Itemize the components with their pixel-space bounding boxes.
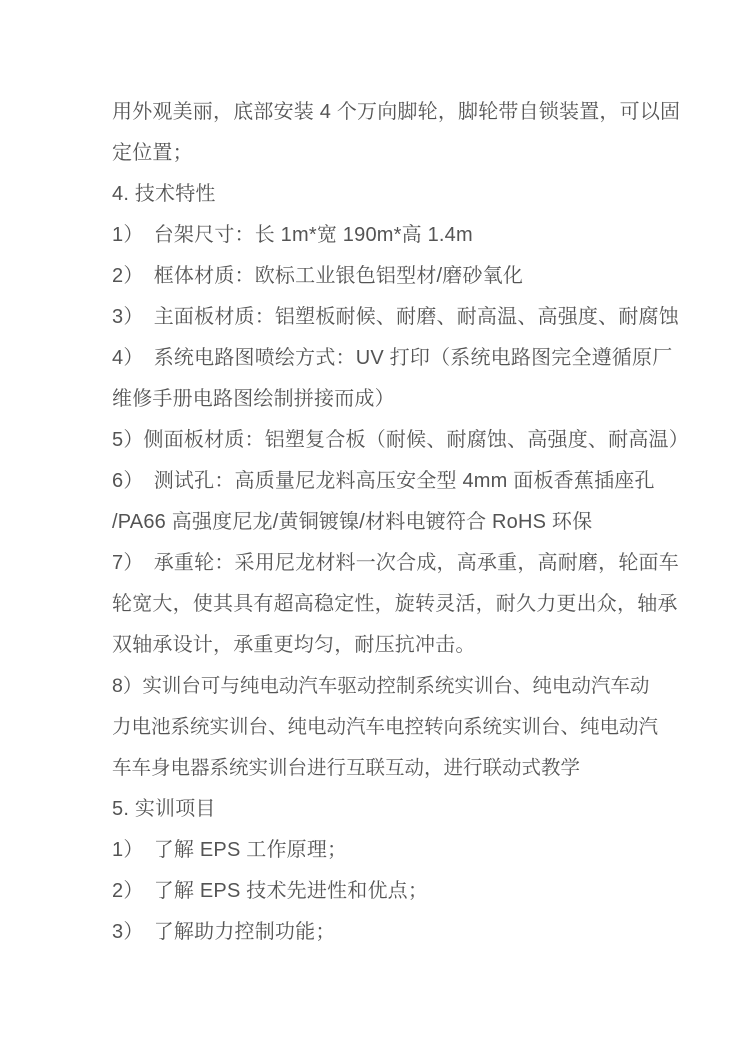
document-content — [112, 92, 689, 953]
list-item-line: 2） 框体材质：欧标工业银色铝型材/磨砂氧化 — [112, 265, 524, 287]
list-item-continuation-line: /PA66 高强度尼龙/黄铜镀镍/材料电镀符合 RoHS 环保 — [112, 511, 593, 533]
list-item-continuation-line: 轮宽大，使其具有超高稳定性，旋转灵活，耐久力更出众，轴承 — [112, 593, 678, 615]
list-item-line: 4） 系统电路图喷绘方式：UV 打印（系统电路图完全遵循原厂 — [112, 347, 673, 369]
list-item-line: 5）侧面板材质：铝塑复合板（耐候、耐腐蚀、高强度、耐高温） — [112, 429, 689, 451]
paragraph-line: 定位置； — [112, 142, 193, 164]
section-heading-training-projects: 5. 实训项目 — [112, 798, 216, 820]
list-item-line: 3） 主面板材质：铝塑板耐候、耐磨、耐高温、高强度、耐腐蚀 — [112, 306, 679, 328]
list-item-continuation-line: 车车身电器系统实训台进行互联互动，进行联动式教学 — [112, 757, 581, 779]
list-item-line: 3） 了解助力控制功能； — [112, 921, 336, 943]
list-item-continuation-line: 力电池系统实训台、纯电动汽车电控转向系统实训台、纯电动汽 — [112, 716, 659, 738]
list-item-continuation-line: 维修手册电路图绘制拼接而成） — [112, 388, 395, 410]
list-item-line: 8）实训台可与纯电动汽车驱动控制系统实训台、纯电动汽车动 — [112, 675, 650, 697]
list-item-continuation-line: 双轴承设计，承重更均匀，耐压抗冲击。 — [112, 634, 476, 656]
section-heading-technical-features: 4. 技术特性 — [112, 183, 216, 205]
list-item-line: 2） 了解 EPS 技术先进性和优点； — [112, 880, 429, 902]
paragraph-line: 用外观美丽，底部安装 4 个万向脚轮，脚轮带自锁装置，可以固 — [112, 101, 681, 123]
list-item-line: 1） 了解 EPS 工作原理； — [112, 839, 348, 861]
list-item-line: 7） 承重轮：采用尼龙材料一次合成，高承重，高耐磨，轮面车 — [112, 552, 679, 574]
list-item-line: 6） 测试孔：高质量尼龙料高压安全型 4mm 面板香蕉插座孔 — [112, 470, 655, 492]
list-item-line: 1） 台架尺寸：长 1m*宽 190m*高 1.4m — [112, 224, 473, 246]
